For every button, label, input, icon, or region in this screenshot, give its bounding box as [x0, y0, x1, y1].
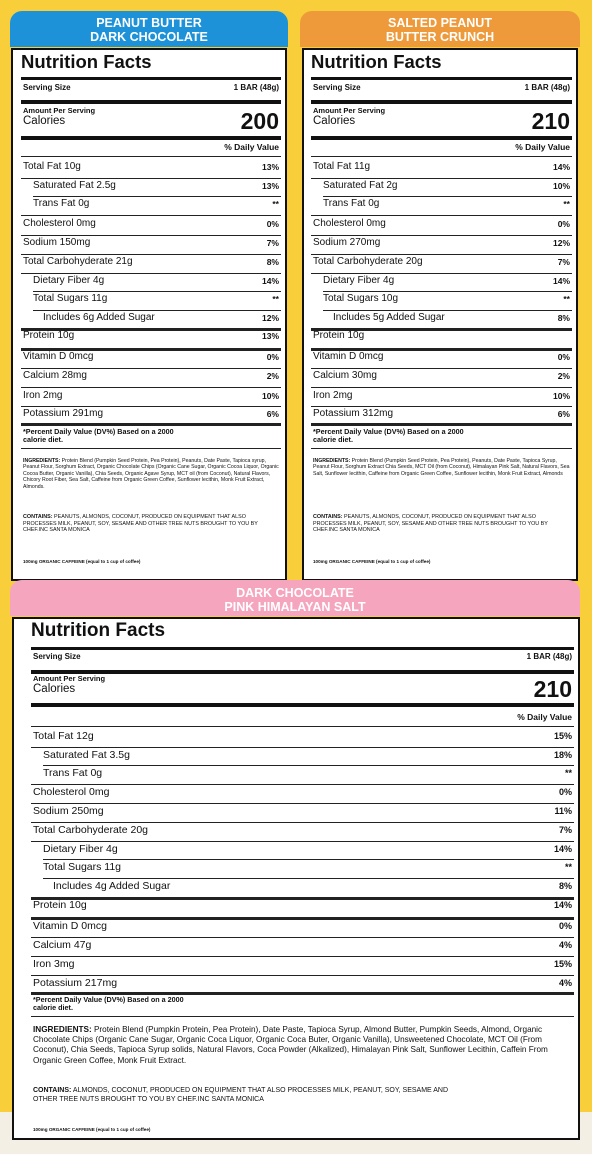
- divider: [311, 235, 572, 236]
- panel-header: [300, 11, 580, 47]
- divider: [21, 178, 281, 179]
- flavor-name-line-1: SALTED PEANUT: [388, 16, 492, 30]
- contains-label: CONTAINS:: [33, 1087, 72, 1094]
- divider: [31, 897, 574, 900]
- nutrient-daily-value: 0%: [266, 219, 279, 229]
- serving-size-value: 1 BAR (48g): [233, 83, 279, 92]
- nutrient-label: Potassium 291mg: [23, 408, 104, 419]
- nutrient-label: Total Sugars 11g: [33, 293, 108, 304]
- nutrient-label: Trans Fat 0g: [43, 767, 103, 779]
- divider: [21, 273, 281, 274]
- divider: [21, 423, 281, 426]
- divider: [311, 368, 572, 369]
- nutrient-label: Trans Fat 0g: [33, 198, 90, 209]
- divider: [323, 310, 572, 311]
- nutrient-label: Dietary Fiber 4g: [43, 843, 118, 855]
- divider-thick: [311, 100, 572, 104]
- serving-size-label: Serving Size: [313, 83, 361, 92]
- nutrient-label: Potassium 312mg: [313, 408, 394, 419]
- nutrient-label: Saturated Fat 2.5g: [33, 180, 116, 191]
- divider: [323, 291, 572, 292]
- nutrient-label: Saturated Fat 3.5g: [43, 749, 130, 761]
- nutrient-daily-value: **: [564, 862, 572, 872]
- nutrient-label: Vitamin D 0mcg: [23, 351, 94, 362]
- ingredients-list: Protein Blend (Pumpkin Seed Protein, Pea Protein), Peanuts, Date Paste, Tapioca syrup, Peanut Flour, Sorghum Extract, Organic Chocolate Chips (Organic Cane Sugar, Organic Cocoa Liquor, Organic Cocoa Butter, Organic Vanilla), Chia Seeds, Organic Agave Syrup, MCT oil (from Coconut), Natural Flavors, Chicory Root Fiber, Sea Salt, Caffeine from Organic Green Coffee, Sunflower lecithin, Monk Fruit Extract, Almonds.: [23, 458, 279, 490]
- nutrient-daily-value: 0%: [557, 219, 570, 229]
- divider-thick: [21, 77, 281, 80]
- nutrient-label: Dietary Fiber 4g: [323, 275, 395, 286]
- contains-list: PEANUTS, ALMONDS, COCONUT, PRODUCED ON EQUIPMENT THAT ALSO PROCESSES MILK, PEANUT, SOY, SESAME AND OTHER TREE NUTS BROUGHT TO YOU BY CHEF.INC SANTA MONICA: [23, 514, 258, 534]
- divider: [43, 765, 574, 766]
- nutrient-label: Total Carbohyderate 21g: [23, 256, 133, 267]
- nutrient-daily-value: 4%: [558, 940, 572, 950]
- nutrient-label: Protein 10g: [23, 330, 75, 341]
- nutrient-daily-value: 4%: [558, 978, 572, 988]
- divider: [311, 178, 572, 179]
- nutrient-label: Cholesterol 0mg: [33, 786, 110, 798]
- ingredients-list: Protein Blend (Pumpkin Seed Protein, Pea Protein), Peanuts, Date Paste, Tapioca Syrup, Peanut Flour, Sorghum Extract Chia Seeds, MCT Oil (from Coconut), Himalayan Pink Salt, Natural Flavors, Sea Salt, Sunflower lecithin, Caffeine from Organic Green Coffee, Sunflower lecithin, Monk Fruit Extract, Almonds: [313, 458, 570, 477]
- contains-label: CONTAINS:: [313, 514, 343, 520]
- nutrient-daily-value: 13%: [261, 162, 279, 172]
- divider: [33, 310, 281, 311]
- nutrient-label: Total Fat 11g: [313, 161, 371, 172]
- nutrient-label: Iron 3mg: [33, 958, 75, 970]
- nutrient-daily-value: **: [564, 768, 572, 778]
- divider-thick: [31, 670, 574, 674]
- divider: [31, 822, 574, 823]
- nutrient-daily-value: 2%: [557, 371, 570, 381]
- divider: [311, 448, 572, 449]
- panel-header: [10, 580, 580, 616]
- divider: [43, 878, 574, 879]
- divider: [31, 1016, 574, 1017]
- serving-size-label: Serving Size: [33, 652, 81, 661]
- divider: [323, 196, 572, 197]
- nutrition-facts-title: Nutrition Facts: [31, 620, 166, 641]
- nutrient-daily-value: 8%: [266, 257, 279, 267]
- caffeine-note: 100mg ORGANIC CAFFEINE (equal to 1 cup of coffee): [33, 1127, 151, 1132]
- nutrient-label: Total Fat 12g: [33, 730, 94, 742]
- nutrient-daily-value: 13%: [261, 331, 279, 341]
- serving-size-value: 1 BAR (48g): [524, 83, 570, 92]
- ingredients-label: INGREDIENTS:: [313, 458, 351, 464]
- nutrient-label: Iron 2mg: [313, 390, 353, 401]
- nutrient-daily-value: 8%: [558, 881, 572, 891]
- nutrient-label: Trans Fat 0g: [323, 198, 380, 209]
- calories-label: Calories: [23, 115, 66, 127]
- nutrient-daily-value: 8%: [557, 313, 570, 323]
- contains-text: [313, 514, 560, 534]
- calories-value: 210: [533, 676, 572, 702]
- divider: [311, 215, 572, 216]
- ingredients-label: INGREDIENTS:: [33, 1025, 92, 1034]
- divider: [311, 387, 572, 388]
- nutrient-daily-value: 14%: [553, 900, 572, 910]
- nutrient-daily-value: 15%: [553, 731, 572, 741]
- nutrient-label: Cholesterol 0mg: [23, 218, 96, 229]
- nutrient-daily-value: 0%: [558, 787, 572, 797]
- nutrient-daily-value: 12%: [552, 238, 570, 248]
- divider: [21, 156, 281, 157]
- ingredients-list: Protein Blend (Pumpkin Protein, Pea Protein), Date Paste, Tapioca Syrup, Almond Butter, Pumpkin Seeds, Almond, Organic Chocolate Chips (Organic Cane Sugar, Organic Coca Liquor, Organic Coca Buter, Organic Vanilla), Unsweetened Chocolate, MCT Oil (From Coconut), Chia Seeds, Tapioca Syrup solids, Natural Flavors, Coca Powder (Alkalized), Himalayan Pink Salt, Sunflower Lecithin, Caffein From Organic Green Coffee, Monk Fruit Extract.: [33, 1025, 548, 1065]
- nutrient-daily-value: 10%: [552, 181, 570, 191]
- nutrient-label: Dietary Fiber 4g: [33, 275, 105, 286]
- divider: [311, 423, 572, 426]
- divider: [31, 747, 574, 748]
- divider: [43, 859, 574, 860]
- nutrient-label: Saturated Fat 2g: [323, 180, 398, 191]
- divider: [31, 956, 574, 957]
- calories-label: Calories: [33, 683, 76, 695]
- nutrient-daily-value: 14%: [261, 276, 279, 286]
- nutrient-label: Sodium 270mg: [313, 237, 381, 248]
- nutrient-label: Total Carbohyderate 20g: [33, 824, 148, 836]
- divider-thick: [31, 647, 574, 650]
- flavor-name-line-2: PINK HIMALAYAN SALT: [224, 600, 366, 614]
- flavor-name-line-1: PEANUT BUTTER: [96, 16, 202, 30]
- contains-list: PEANUTS, ALMONDS, COCONUT, PRODUCED ON EQUIPMENT THAT ALSO PROCESSES MILK, PEANUT, SOY, SESAME AND OTHER TREE NUTS BROUGHT TO YOU BY CHEF.INC SANTA MONICA: [313, 514, 548, 534]
- divider: [21, 368, 281, 369]
- divider: [33, 291, 281, 292]
- divider: [21, 387, 281, 388]
- nutrient-label: Protein 10g: [33, 899, 87, 911]
- nutrient-daily-value: 7%: [266, 238, 279, 248]
- nutrition-facts-title: Nutrition Facts: [21, 51, 152, 72]
- amount-per-serving-label: Amount Per Serving: [23, 106, 96, 115]
- divider: [311, 273, 572, 274]
- nutrient-daily-value: **: [272, 199, 279, 209]
- amount-per-serving-label: Amount Per Serving: [313, 106, 386, 115]
- divider: [33, 196, 281, 197]
- divider: [21, 215, 281, 216]
- nutrient-daily-value: 14%: [553, 844, 572, 854]
- divider-thick: [311, 136, 572, 140]
- nutrient-daily-value: 13%: [261, 181, 279, 191]
- caffeine-note: 100mg ORGANIC CAFFEINE (equal to 1 cup of coffee): [23, 559, 141, 564]
- contains-text: [33, 1086, 473, 1104]
- contains-list: ALMONDS, COCONUT, PRODUCED ON EQUIPMENT THAT ALSO PROCESSES MILK, PEANUT, SOY, SESAME AND OTHER TREE NUTS BROUGHT TO YOU BY CHEF.INC SANTA MONICA: [33, 1087, 449, 1103]
- nutrient-daily-value: 6%: [557, 409, 570, 419]
- nutrient-label: Iron 2mg: [23, 390, 63, 401]
- nutrient-daily-value: 11%: [554, 806, 572, 816]
- panel-header: [10, 11, 288, 47]
- nutrient-daily-value: 15%: [553, 959, 572, 969]
- divider: [21, 254, 281, 255]
- divider: [31, 784, 574, 785]
- ingredients-text: [23, 458, 279, 490]
- flavor-name-line-2: BUTTER CRUNCH: [385, 30, 495, 44]
- nutrient-daily-value: 7%: [558, 825, 572, 835]
- nutrient-label: Cholesterol 0mg: [313, 218, 386, 229]
- divider: [31, 937, 574, 938]
- nutrient-daily-value: 14%: [552, 162, 570, 172]
- divider: [21, 235, 281, 236]
- nutrient-daily-value: 0%: [557, 352, 570, 362]
- calories-value: 200: [240, 108, 279, 134]
- daily-value-note: *Percent Daily Value (DV%) Based on a 2000 calorie diet.: [33, 995, 184, 1012]
- caffeine-note: 100mg ORGANIC CAFFEINE (equal to 1 cup of coffee): [313, 559, 431, 564]
- divider: [311, 406, 572, 407]
- divider: [311, 156, 572, 157]
- nutrient-daily-value: **: [563, 199, 570, 209]
- nutrient-daily-value: 10%: [261, 391, 279, 401]
- contains-label: CONTAINS:: [23, 514, 53, 520]
- daily-value-header: % Daily Value: [517, 712, 572, 722]
- nutrient-daily-value: 14%: [552, 276, 570, 286]
- ingredients-text: [33, 1025, 572, 1066]
- divider: [21, 406, 281, 407]
- calories-value: 210: [531, 108, 570, 134]
- nutrient-label: Calcium 30mg: [313, 370, 377, 381]
- flavor-name-line-2: DARK CHOCOLATE: [90, 30, 208, 44]
- nutrient-label: Includes 5g Added Sugar: [333, 312, 445, 323]
- divider-thick: [21, 100, 281, 104]
- nutrient-label: Vitamin D 0mcg: [313, 351, 384, 362]
- nutrient-label: Protein 10g: [313, 330, 365, 341]
- flavor-name-line-1: DARK CHOCOLATE: [236, 586, 354, 600]
- nutrient-label: Sodium 150mg: [23, 237, 91, 248]
- daily-value-note: *Percent Daily Value (DV%) Based on a 2000 calorie diet.: [23, 427, 174, 444]
- divider-thick: [311, 77, 572, 80]
- divider: [21, 448, 281, 449]
- ingredients-text: [313, 458, 570, 477]
- daily-value-note: *Percent Daily Value (DV%) Based on a 2000 calorie diet.: [313, 427, 464, 444]
- calories-label: Calories: [313, 115, 356, 127]
- nutrient-label: Vitamin D 0mcg: [33, 920, 107, 932]
- daily-value-header: % Daily Value: [224, 142, 279, 152]
- nutrient-daily-value: 18%: [553, 750, 572, 760]
- nutrient-daily-value: 12%: [261, 313, 279, 323]
- contains-text: [23, 514, 269, 534]
- nutrient-label: Calcium 47g: [33, 939, 92, 951]
- divider-thick: [21, 136, 281, 140]
- nutrient-label: Sodium 250mg: [33, 805, 104, 817]
- nutrient-label: Includes 6g Added Sugar: [43, 312, 155, 323]
- nutrient-label: Calcium 28mg: [23, 370, 87, 381]
- nutrient-label: Total Carbohyderate 20g: [313, 256, 423, 267]
- nutrient-daily-value: **: [563, 294, 570, 304]
- nutrient-daily-value: 6%: [266, 409, 279, 419]
- nutrient-label: Includes 4g Added Sugar: [53, 880, 171, 892]
- nutrient-label: Total Sugars 10g: [323, 293, 399, 304]
- divider: [31, 975, 574, 976]
- nutrient-daily-value: 0%: [558, 921, 572, 931]
- nutrient-daily-value: 10%: [552, 391, 570, 401]
- serving-size-value: 1 BAR (48g): [526, 652, 572, 661]
- divider: [31, 726, 574, 727]
- serving-size-label: Serving Size: [23, 83, 71, 92]
- daily-value-header: % Daily Value: [515, 142, 570, 152]
- nutrient-label: Total Sugars 11g: [43, 861, 122, 873]
- divider: [31, 803, 574, 804]
- divider-thick: [31, 703, 574, 707]
- ingredients-label: INGREDIENTS:: [23, 458, 61, 464]
- nutrient-daily-value: 7%: [557, 257, 570, 267]
- nutrient-label: Total Fat 10g: [23, 161, 81, 172]
- amount-per-serving-label: Amount Per Serving: [33, 674, 106, 683]
- divider: [311, 254, 572, 255]
- nutrient-daily-value: 0%: [266, 352, 279, 362]
- nutrient-daily-value: **: [272, 294, 279, 304]
- nutrient-daily-value: 2%: [266, 371, 279, 381]
- nutrient-label: Potassium 217mg: [33, 977, 118, 989]
- nutrition-facts-title: Nutrition Facts: [311, 51, 442, 72]
- divider: [31, 917, 574, 920]
- divider: [31, 841, 574, 842]
